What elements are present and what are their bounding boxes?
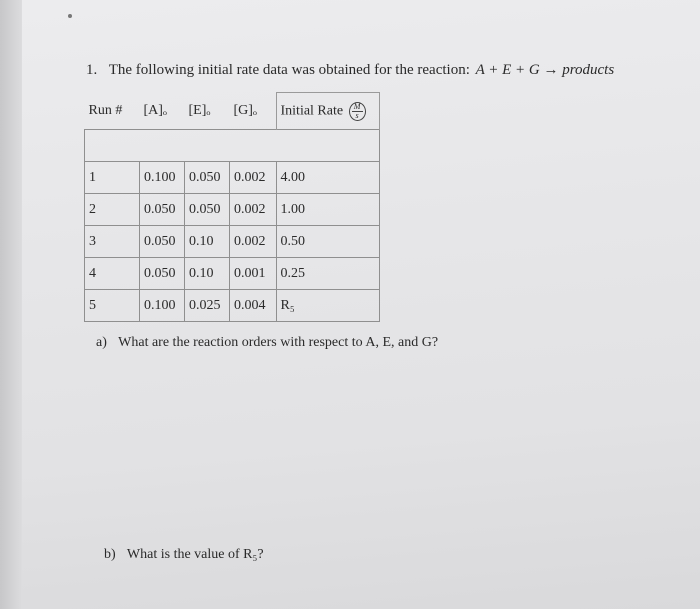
cell-conc-e: 0.10 (185, 258, 230, 290)
cell-conc-e: 0.10 (185, 226, 230, 258)
header-conc-a: [A]ₒ (143, 102, 167, 118)
cell-run: 5 (85, 290, 140, 322)
part-b-text: What is the value of R₅? (126, 547, 264, 562)
cell-run: 2 (85, 194, 140, 226)
cell-rate: R₅ (276, 290, 379, 322)
cell-conc-e: 0.050 (185, 194, 230, 226)
question-number: 1. (86, 62, 98, 78)
cell-conc-a: 0.050 (140, 258, 185, 290)
header-initial-rate-label: Initial Rate (280, 103, 344, 119)
cell-conc-g: 0.004 (230, 290, 277, 322)
header-spacer (85, 130, 380, 162)
part-a-label: a) (96, 335, 107, 350)
cell-run: 1 (85, 162, 140, 194)
part-a-text: What are the reaction orders with respect to A, E, and G? (118, 335, 439, 350)
header-conc-e: [E]ₒ (188, 102, 211, 118)
cell-conc-g: 0.002 (230, 162, 277, 194)
cell-run: 4 (85, 258, 140, 290)
cell-rate: 4.00 (276, 162, 379, 194)
rate-data-table (84, 92, 380, 322)
cell-run: 3 (85, 226, 140, 258)
table-row (85, 194, 380, 226)
page-mark (68, 14, 72, 18)
cell-conc-e: 0.050 (185, 162, 230, 194)
cell-conc-a: 0.100 (140, 162, 185, 194)
cell-rate: 0.50 (276, 226, 379, 258)
part-b-question (104, 547, 264, 563)
part-b-label: b) (104, 547, 116, 562)
reaction-equation: A + E + G → products (475, 62, 615, 78)
cell-conc-g: 0.001 (230, 258, 277, 290)
table-row (85, 290, 380, 322)
cell-conc-g: 0.002 (230, 194, 277, 226)
page-edge-shadow (0, 0, 22, 609)
table-row (85, 162, 380, 194)
rate-unit-numerator: M (353, 101, 361, 111)
header-conc-g: [G]ₒ (233, 102, 257, 118)
table-row (85, 258, 380, 290)
question-1 (86, 62, 614, 79)
rate-unit-fraction (349, 102, 366, 121)
header-run: Run # (88, 102, 123, 118)
cell-rate: 0.25 (276, 258, 379, 290)
question-text: The following initial rate data was obtained for the reaction: (108, 62, 470, 78)
cell-conc-a: 0.050 (140, 194, 185, 226)
header-initial-rate (276, 93, 379, 130)
table-row (85, 226, 380, 258)
rate-unit-denominator: s (355, 110, 359, 120)
cell-conc-a: 0.050 (140, 226, 185, 258)
cell-conc-e: 0.025 (185, 290, 230, 322)
part-a-question (96, 335, 438, 351)
cell-conc-a: 0.100 (140, 290, 185, 322)
table-header-row (85, 93, 380, 130)
cell-conc-g: 0.002 (230, 226, 277, 258)
cell-rate: 1.00 (276, 194, 379, 226)
